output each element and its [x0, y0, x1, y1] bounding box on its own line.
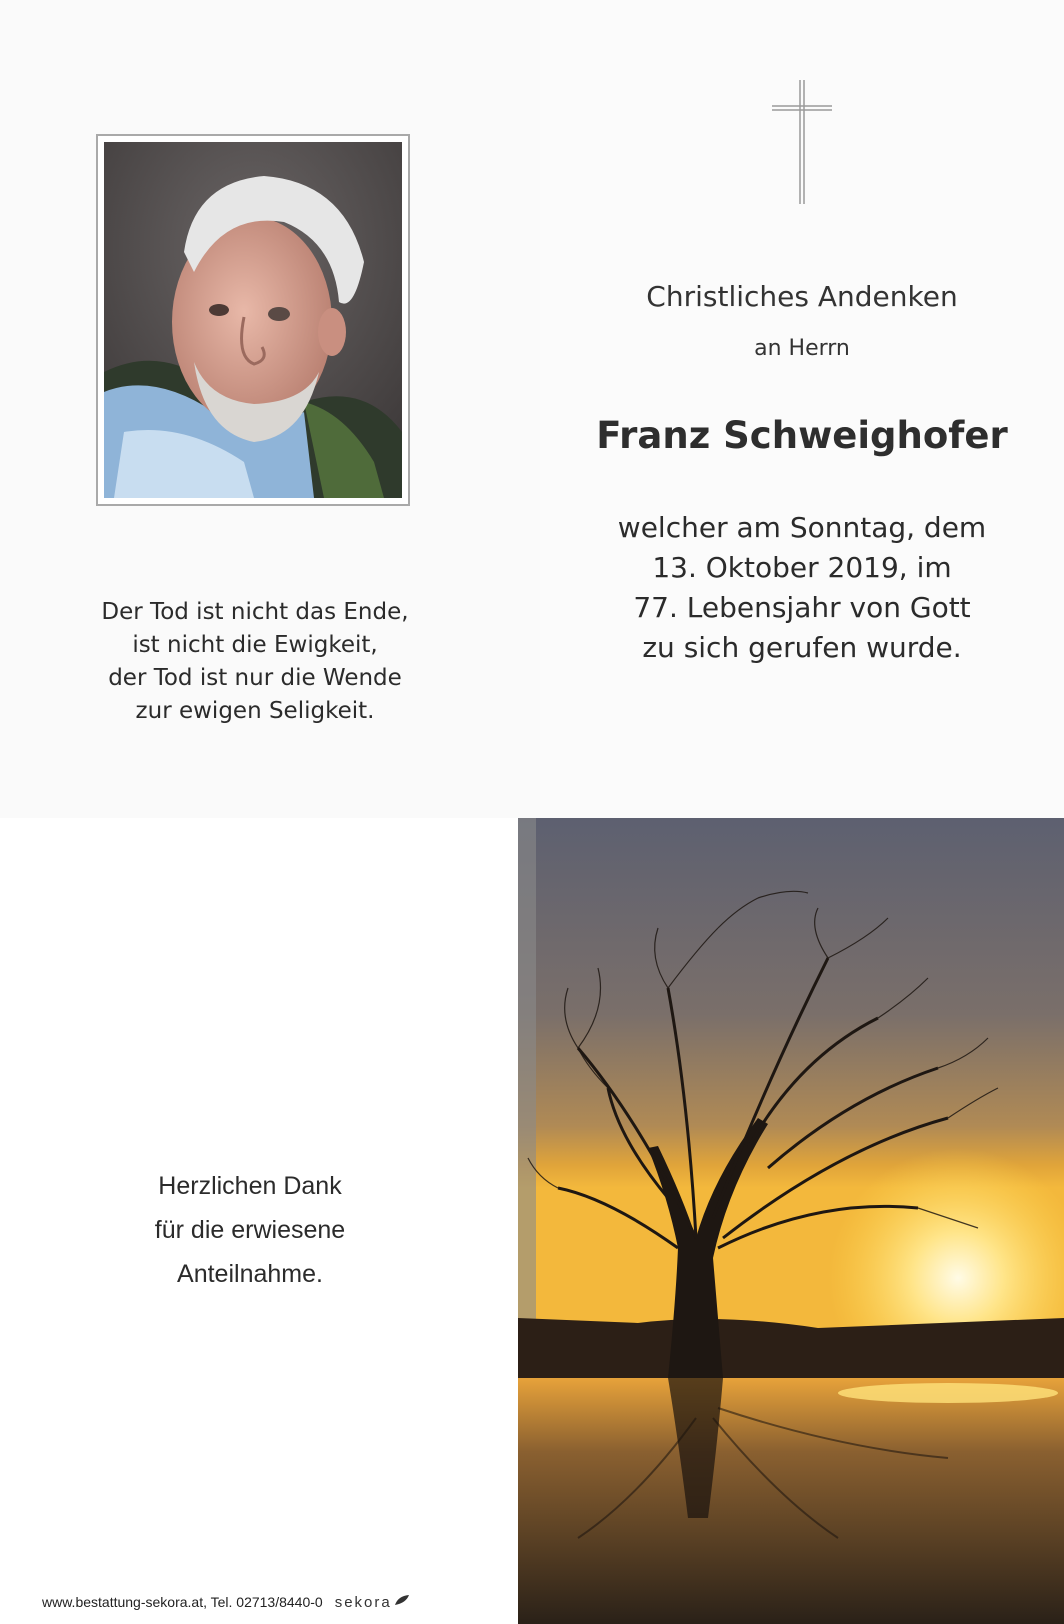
verse-line: ist nicht die Ewigkeit, [132, 632, 378, 658]
thanks-message [40, 1164, 460, 1296]
tree-sunset-illustration [518, 818, 1064, 1624]
front-panel [0, 0, 540, 818]
footer-brand: sekora [334, 1594, 392, 1611]
thanks-line: für die erwiesene [154, 1216, 346, 1244]
footer [42, 1594, 410, 1614]
portrait-photo [104, 142, 402, 498]
deceased-name: Franz Schweighofer [596, 414, 1008, 457]
cross-icon [770, 78, 834, 206]
salutation: an Herrn [754, 336, 850, 361]
death-line: 77. Lebensjahr von Gott [633, 591, 971, 624]
back-panel [0, 818, 518, 1624]
memorial-heading: Christliches Andenken [646, 280, 958, 313]
verse-line: zur ewigen Seligkeit. [135, 698, 375, 724]
thanks-line: Herzlichen Dank [158, 1172, 342, 1200]
verse-line: der Tod ist nur die Wende [108, 665, 402, 691]
footer-contact: www.bestattung-sekora.at, Tel. 02713/8440-0 [42, 1594, 323, 1610]
memorial-panel [540, 0, 1064, 818]
verse-line: Der Tod ist nicht das Ende, [101, 599, 409, 625]
death-line: welcher am Sonntag, dem [617, 511, 987, 544]
thanks-line: Anteilnahme. [177, 1260, 323, 1288]
death-notice [540, 508, 1064, 668]
memorial-verse [60, 596, 450, 728]
death-line: 13. Oktober 2019, im [652, 551, 952, 584]
leaf-icon [394, 1594, 410, 1606]
death-line: zu sich gerufen wurde. [642, 631, 962, 664]
portrait-frame [96, 134, 410, 506]
sunset-image [518, 818, 1064, 1624]
